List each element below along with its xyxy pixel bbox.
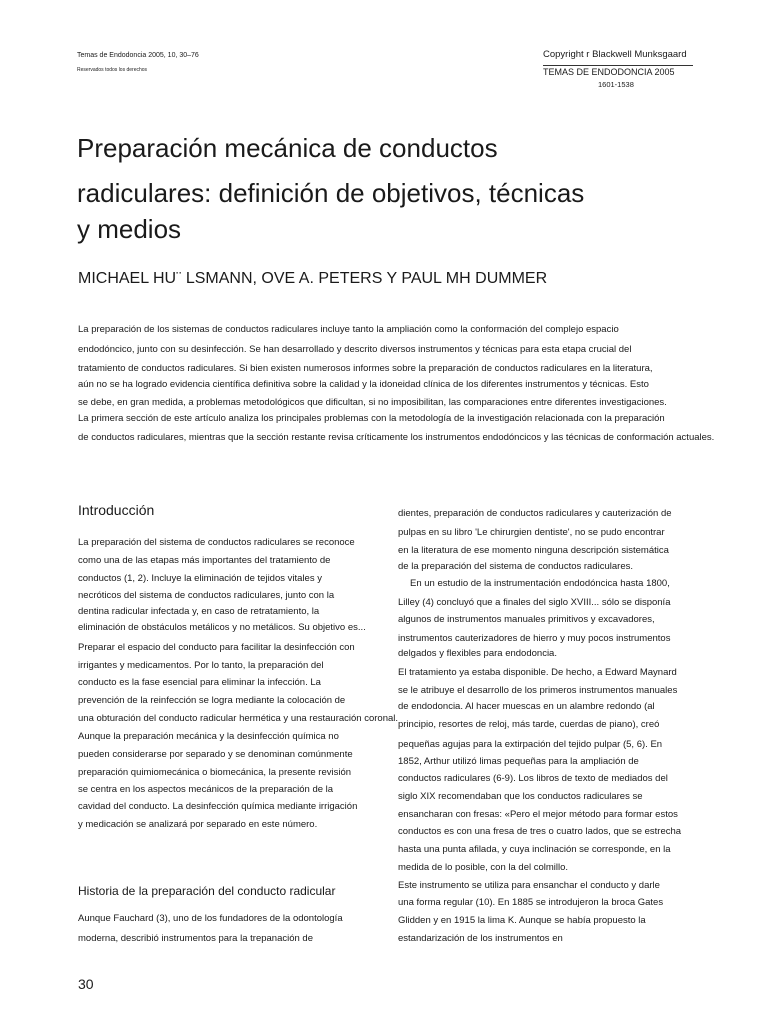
article-authors: MICHAEL HU¨ LSMANN, OVE A. PETERS Y PAUL MH DUMMER xyxy=(78,270,548,287)
abstract-line: tratamiento de conductos radiculares. Si bien existen numerosos informes sobre la preparación de conductos radiculares en la literatura, xyxy=(78,363,653,374)
body-line: de endodoncia. Al hacer muescas en un alambre redondo (al xyxy=(398,701,655,712)
body-line: dientes, preparación de conductos radiculares y cauterización de xyxy=(398,508,672,519)
body-line: y medicación se analizará por separado en este número. xyxy=(78,819,318,830)
body-line: 1852, Arthur utilizó limas pequeñas para la ampliación de xyxy=(398,756,639,767)
body-line: conducto es la fase esencial para eliminar la infección. La xyxy=(78,677,321,688)
body-line: conductos (1, 2). Incluye la eliminación de tejidos vitales y xyxy=(78,573,322,584)
body-line: Preparar el espacio del conducto para facilitar la desinfección con xyxy=(78,642,355,653)
body-line: como una de las etapas más importantes del tratamiento de xyxy=(78,555,331,566)
body-line: hasta una punta afilada, y cuya inclinación se corresponde, en la xyxy=(398,844,671,855)
journal-reference: Temas de Endodoncia 2005, 10, 30–76 xyxy=(77,52,199,59)
article-title-line-2: radiculares: definición de objetivos, técnicas xyxy=(77,178,585,208)
body-line: conductos es con una fresa de tres o cuatro lados, que se estrecha xyxy=(398,826,682,837)
body-line: una obturación del conducto radicular hermética y una restauración coronal. xyxy=(78,713,399,724)
body-line: cavidad del conducto. La desinfección química mediante irrigación xyxy=(78,801,358,812)
body-line: Glidden y en 1915 la lima K. Aunque se había propuesto la xyxy=(398,915,646,926)
body-line: prevención de la reinfección se logra mediante la colocación de xyxy=(78,695,346,706)
abstract-line: endodóncico, junto con su desinfección. Se han desarrollado y descrito diversos instrumentos y técnicas para esta etapa crucial del xyxy=(78,344,632,355)
body-line: algunos de instrumentos manuales primitivos y excavadores, xyxy=(398,614,655,625)
body-line: medida de lo posible, con la del colmillo. xyxy=(398,862,569,873)
body-line: se le atribuye el desarrollo de los primeros instrumentos manuales xyxy=(398,685,678,696)
body-line: delgados y flexibles para endodoncia. xyxy=(398,648,557,659)
body-line: Aunque Fauchard (3), uno de los fundadores de la odontología xyxy=(78,913,343,924)
body-line: principio, resortes de reloj, más tarde, cuerdas de piano), creó xyxy=(398,719,660,730)
abstract-line: se debe, en gran medida, a problemas metodológicos que dificultan, si no imposibilitan, las comparaciones entre diferentes investigaciones. xyxy=(78,397,667,408)
body-line: preparación quimiomecánica o biomecánica, la presente revisión xyxy=(78,767,352,778)
journal-name: TEMAS DE ENDODONCIA 2005 xyxy=(543,67,675,77)
body-line: pueden considerarse por separado y se denominan comúnmente xyxy=(78,749,353,760)
body-line: en la literatura de ese momento ninguna descripción sistemática xyxy=(398,545,669,556)
body-line: Lilley (4) concluyó que a finales del siglo XVIII... sólo se disponía xyxy=(398,597,671,608)
body-line: dentina radicular infectada y, en caso de retratamiento, la xyxy=(78,606,320,617)
page-number: 30 xyxy=(78,976,94,992)
body-line: conductos radiculares (6-9). Los libros de texto de mediados del xyxy=(398,773,668,784)
body-line: una forma regular (10). En 1885 se introdujeron la broca Gates xyxy=(398,897,664,908)
body-line: Este instrumento se utiliza para ensanchar el conducto y darle xyxy=(398,880,660,891)
article-title-line-1: Preparación mecánica de conductos xyxy=(77,133,498,163)
body-line: El tratamiento ya estaba disponible. De hecho, a Edward Maynard xyxy=(398,667,677,678)
issn: 1601-1538 xyxy=(598,80,634,89)
body-line: moderna, describió instrumentos para la trepanación de xyxy=(78,933,313,944)
body-line: eliminación de obstáculos metálicos y no metálicos. Su objetivo es... xyxy=(78,622,366,633)
body-line: ensancharan con fresas: «Pero el mejor método para formar estos xyxy=(398,809,678,820)
abstract-line: La preparación de los sistemas de conductos radiculares incluye tanto la ampliación como la conformación del complejo espacio xyxy=(78,324,619,335)
body-line: En un estudio de la instrumentación endodóncica hasta 1800, xyxy=(410,578,670,589)
rights-notice: Reservados todos los derechos xyxy=(77,67,148,73)
body-line: pequeñas agujas para la extirpación del tejido pulpar (5, 6). En xyxy=(398,739,663,750)
body-line: irrigantes y medicamentos. Por lo tanto, la preparación del xyxy=(78,660,324,671)
body-line: pulpas en su libro 'Le chirurgien dentiste', no se pudo encontrar xyxy=(398,527,665,538)
body-line: siglo XIX recomendaban que los conductos radiculares se xyxy=(398,791,643,802)
article-title-line-3: y medios xyxy=(77,214,182,244)
body-line: La preparación del sistema de conductos radiculares se reconoce xyxy=(78,537,355,548)
body-line: Aunque la preparación mecánica y la desinfección química no xyxy=(78,731,339,742)
abstract-line: de conductos radiculares, mientras que la sección restante revisa críticamente los instrumentos endodóncicos y las técnicas de conformación actuales. xyxy=(78,432,715,443)
body-line: de la preparación del sistema de conductos radiculares. xyxy=(398,561,633,572)
body-line: instrumentos cauterizadores de hierro y muy pocos instrumentos xyxy=(398,633,671,644)
section-heading-introduccion: Introducción xyxy=(78,502,155,518)
copyright-notice: Copyright r Blackwell Munksgaard xyxy=(543,49,687,60)
body-line: necróticos del sistema de conductos radiculares, junto con la xyxy=(78,590,335,601)
body-line: estandarización de los instrumentos en xyxy=(398,933,563,944)
abstract-line: aún no se ha logrado evidencia científica definitiva sobre la calidad y la idoneidad clínica de los diferentes instrumentos y técnicas. Esto xyxy=(78,379,649,390)
abstract-line: La primera sección de este artículo analiza los principales problemas con la metodología de la investigación relacionada con la preparación xyxy=(78,413,665,424)
section-heading-historia: Historia de la preparación del conducto radicular xyxy=(78,884,336,898)
body-line: se centra en los aspectos mecánicos de la preparación de la xyxy=(78,784,334,795)
header-rule xyxy=(543,65,693,66)
